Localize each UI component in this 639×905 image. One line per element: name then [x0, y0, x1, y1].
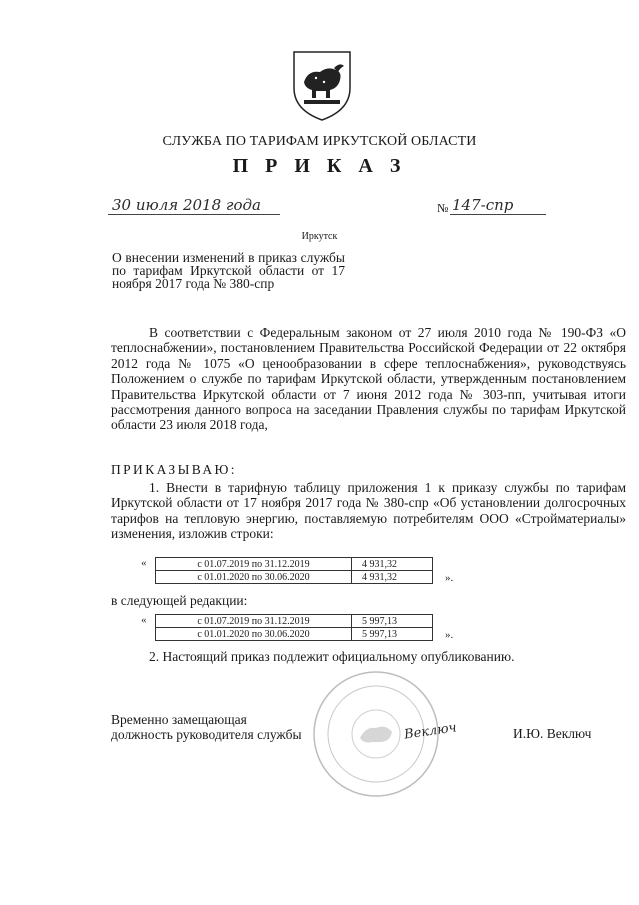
preamble-paragraph: В соответствии с Федеральным законом от 27 июля 2010 года № 190-ФЗ «О теплоснабжении», постановлением Правительства Российской Федерации от 22 октября 2012 года № 1075 «О ценообразовании в сфере теплоснабжения», руководствуясь Положением о службе по тарифам Иркутской области, утвержденным постановлением Правительства Иркутской области от 7 июня 2012 года № 303-пп, учитывая итоги рассмотрения данного вопроса на заседании Правления службы по тарифам Иркутской области 23 июля 2018 года,	[111, 325, 626, 433]
period-cell: с 01.01.2020 по 30.06.2020	[156, 571, 352, 584]
tariff-table-old-grid	[155, 557, 433, 584]
table-row	[156, 615, 433, 628]
value-cell: 4 931,32	[352, 571, 433, 584]
table-row	[156, 558, 433, 571]
value-cell: 4 931,32	[352, 558, 433, 571]
handwritten-signature	[402, 716, 462, 750]
date-underline	[108, 214, 280, 215]
tariff-table-new	[141, 614, 454, 641]
order-subject: О внесении изменений в приказ службы по тарифам Иркутской области от 17 ноября 2017 года № 380-спр	[112, 250, 345, 291]
handwritten-date: 30 июля 2018 года	[112, 196, 261, 214]
order-word: ПРИКАЗЫВАЮ:	[111, 462, 237, 477]
open-quote: «	[141, 557, 147, 569]
value-cell: 5 997,13	[352, 628, 433, 641]
document-type-title: П Р И К А З	[232, 155, 407, 177]
number-label: №	[437, 201, 449, 215]
close-quote: ».	[445, 629, 454, 641]
signer-position-line1: Временно замещающая	[111, 712, 247, 727]
tariff-table-old	[141, 557, 454, 584]
order-item-1: 1. Внести в тарифную таблицу приложения 1 к приказу службы по тарифам Иркутской области от 17 ноября 2017 года № 380-спр «Об установлении долгосрочных тарифов на тепловую энергию, поставляемую потребителям ООО «Стройматериалы» изменения, изложив строки:	[111, 480, 626, 542]
open-quote: «	[141, 614, 147, 626]
close-quote: ».	[445, 572, 454, 584]
handwritten-number: 147-спр	[452, 196, 514, 214]
number-underline	[450, 214, 546, 215]
period-cell: с 01.07.2019 по 31.12.2019	[156, 558, 352, 571]
value-cell: 5 997,13	[352, 615, 433, 628]
city-label: Иркутск	[301, 231, 338, 242]
signer-name: И.Ю. Веключ	[513, 726, 592, 741]
coat-of-arms-emblem	[290, 48, 354, 122]
period-cell: с 01.07.2019 по 31.12.2019	[156, 615, 352, 628]
period-cell: с 01.01.2020 по 30.06.2020	[156, 628, 352, 641]
signature-text: Веключ	[403, 720, 458, 743]
table-row	[156, 571, 433, 584]
signer-position-line2: должность руководителя службы	[111, 727, 302, 742]
redaction-label: в следующей редакции:	[111, 593, 248, 608]
table-row	[156, 628, 433, 641]
order-item-2: 2. Настоящий приказ подлежит официальному опубликованию.	[149, 649, 515, 664]
organization-name: СЛУЖБА ПО ТАРИФАМ ИРКУТСКОЙ ОБЛАСТИ	[162, 134, 477, 149]
tariff-table-new-grid	[155, 614, 433, 641]
signer-position	[111, 712, 302, 742]
